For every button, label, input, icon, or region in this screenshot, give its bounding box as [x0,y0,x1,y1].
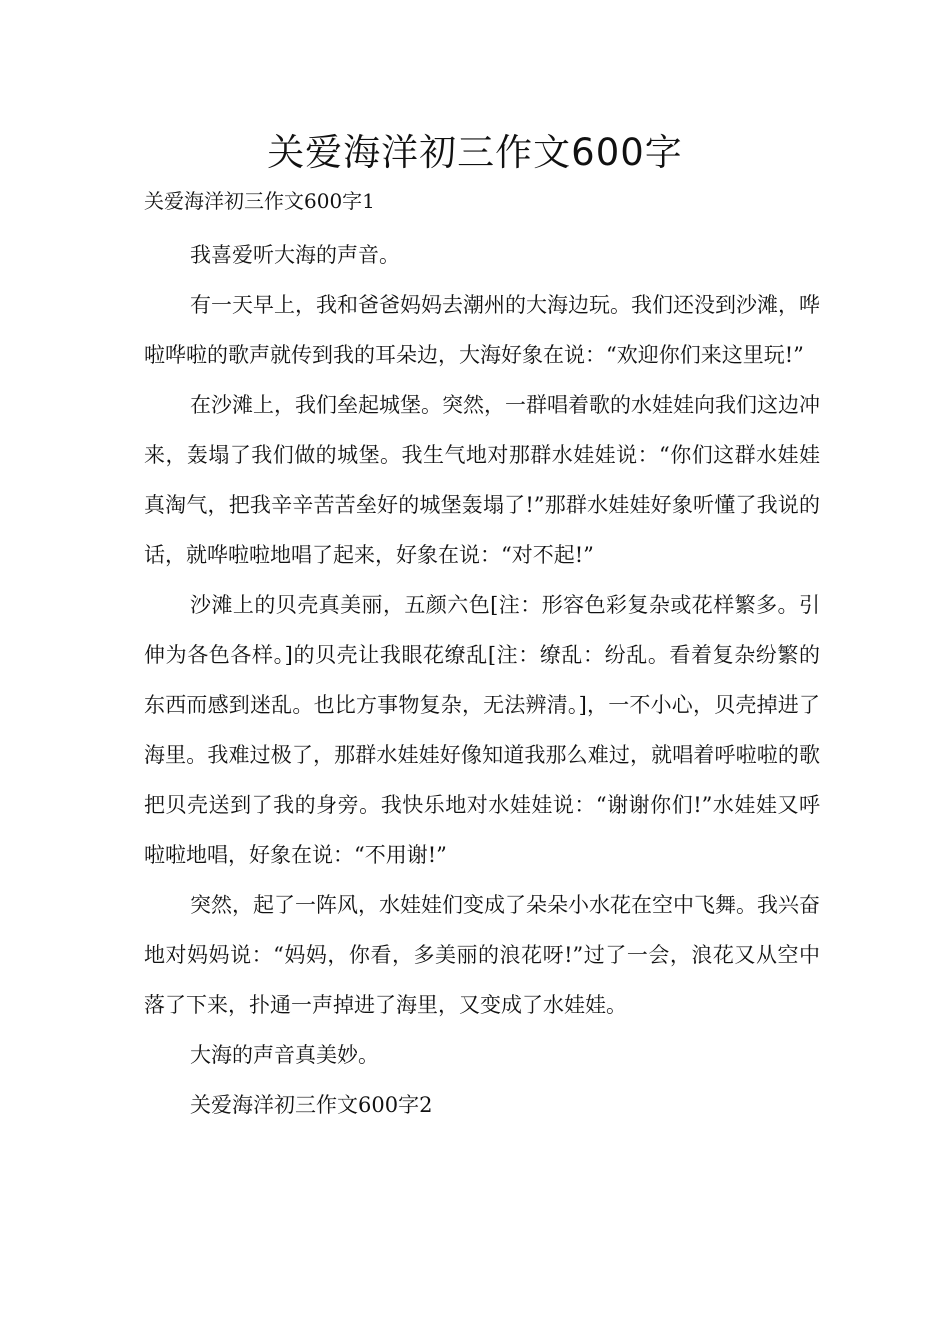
essay-heading: 关爱海洋初三作文600字2 [190,1093,433,1117]
document-title: 关爱海洋初三作文600字 [267,131,683,174]
paragraph: 大海的声音真美妙。 [190,1043,379,1067]
essay-heading: 关爱海洋初三作文600字1 [144,189,375,213]
paragraph: 在沙滩上，我们垒起城堡。突然，一群唱着歌的水娃娃向我们这边冲来，轰塌了我们做的城堡。我生气地对那群水娃娃说：“你们这群水娃娃真淘气，把我辛辛苦苦垒好的城堡轰塌了!”那群水娃娃好象听懂了我说的话，就哗啦啦地唱了起来，好象在说：“对不起!” [144,393,820,567]
paragraph: 有一天早上，我和爸爸妈妈去潮州的大海边玩。我们还没到沙滩，哗啦哗啦的歌声就传到我的耳朵边，大海好象在说：“欢迎你们来这里玩!” [144,293,820,367]
paragraph: 突然，起了一阵风，水娃娃们变成了朵朵小水花在空中飞舞。我兴奋地对妈妈说：“妈妈，你看，多美丽的浪花呀!”过了一会，浪花又从空中落了下来，扑通一声掉进了海里，又变成了水娃娃。 [144,893,820,1017]
essay-body [144,230,820,1130]
paragraph: 我喜爱听大海的声音。 [190,243,400,267]
paragraph: 沙滩上的贝壳真美丽，五颜六色[注：形容色彩复杂或花样繁多。引伸为各色各样。]的贝壳让我眼花缭乱[注：缭乱：纷乱。看着复杂纷繁的东西而感到迷乱。也比方事物复杂，无法辨清。]，一不小心，贝壳掉进了海里。我难过极了，那群水娃娃好像知道我那么难过，就唱着呼啦啦的歌把贝壳送到了我的身旁。我快乐地对水娃娃说：“谢谢你们!”水娃娃又呼啦啦地唱，好象在说：“不用谢!” [144,593,820,867]
